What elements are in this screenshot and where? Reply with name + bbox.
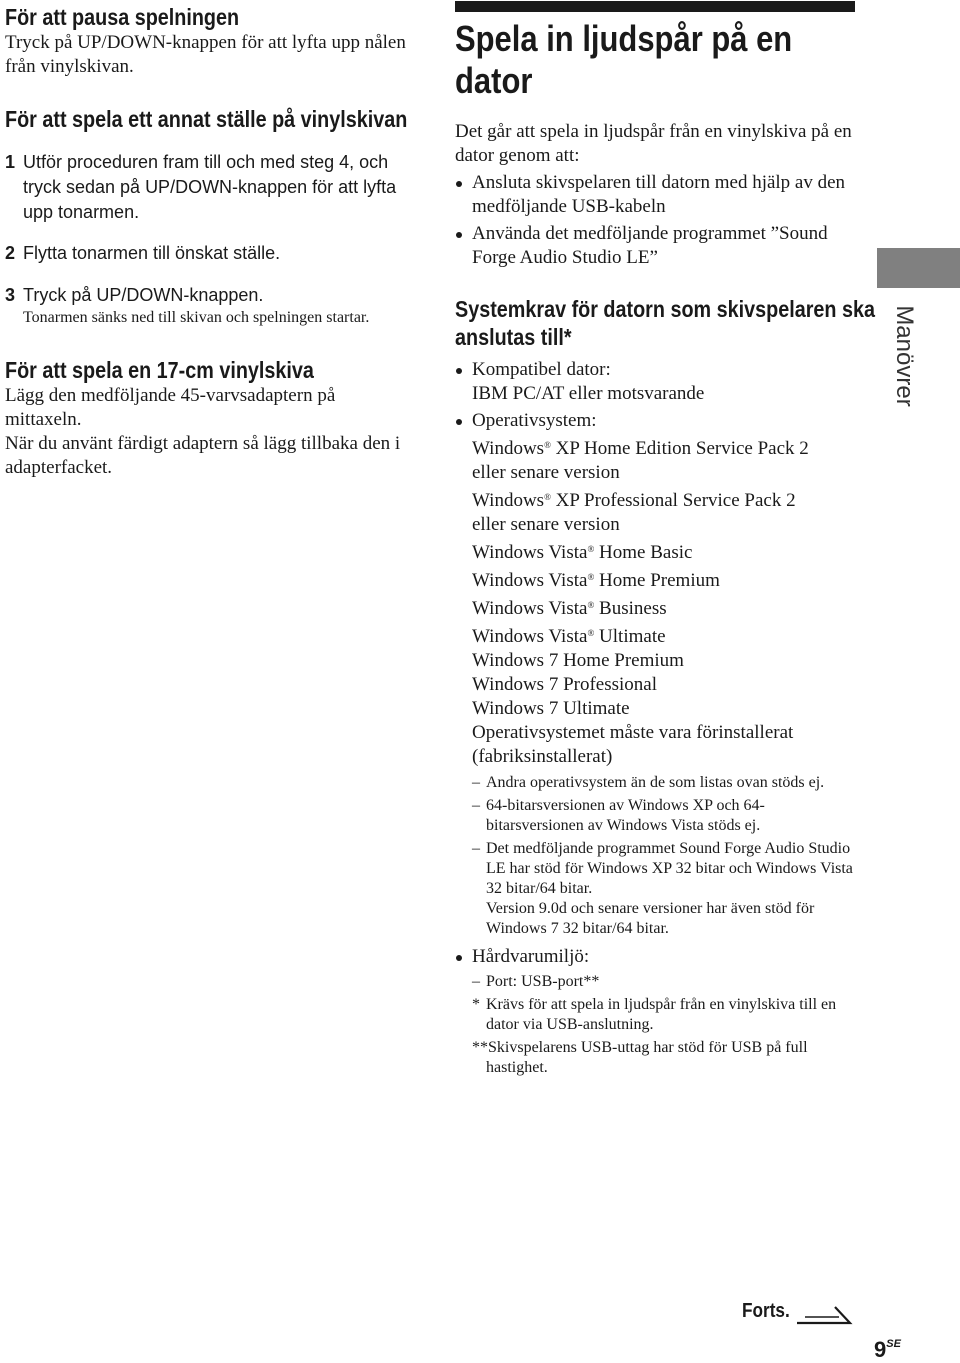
main-title-line-2: dator xyxy=(455,60,533,101)
step-2-number: 2 xyxy=(5,243,16,263)
registered-mark: ® xyxy=(587,600,595,610)
page-number-value: 9 xyxy=(874,1337,887,1362)
step-3 xyxy=(5,283,415,328)
requirements-title-line-1: Systemkrav för datorn som skivspelaren ska xyxy=(455,296,875,322)
hardware-port-text: Port: USB-port** xyxy=(486,973,600,990)
hardware-label: Hårdvarumiljö: xyxy=(472,946,590,967)
intro-bullet-2-text: Använda det medföljande programmet ”Sound Forge Audio Studio LE” xyxy=(472,223,828,268)
os-line-7-a: Windows Vista xyxy=(472,598,588,619)
main-title-line-1: Spela in ljudspår på en xyxy=(455,18,793,59)
os-line-11: Windows 7 Ultimate xyxy=(472,698,630,719)
computer-value: IBM PC/AT eller motsvarande xyxy=(472,383,705,404)
os-line-9: Windows 7 Home Premium xyxy=(472,650,684,671)
asterisk-mark: * xyxy=(472,996,480,1013)
step-1 xyxy=(5,150,415,225)
os-line-10: Windows 7 Professional xyxy=(472,674,657,695)
registered-mark: ® xyxy=(587,544,595,554)
side-tab-label xyxy=(869,296,939,416)
os-line-3-a: Windows xyxy=(472,490,545,511)
dash-mark: – xyxy=(472,973,480,990)
os-line-6 xyxy=(472,565,855,593)
page-number xyxy=(874,1337,901,1363)
os-line-7 xyxy=(472,593,855,621)
record17-text-2: När du använt färdigt adaptern så lägg tillbaka den i adapterfacket. xyxy=(5,433,401,478)
os-line-8-b: Ultimate xyxy=(594,626,666,647)
intro-bullet-1-text: Ansluta skivspelaren till datorn med hjälp av den medföljande USB-kabeln xyxy=(472,172,846,217)
os-line-6-a: Windows Vista xyxy=(472,570,588,591)
record17-title: För att spela en 17-cm vinylskiva xyxy=(5,357,314,383)
registered-mark: ® xyxy=(544,440,551,450)
os-line-5-a: Windows Vista xyxy=(472,542,588,563)
hardware-item xyxy=(455,945,855,969)
record17-text-1: Lägg den medföljande 45-varvsadaptern på mittaxeln. xyxy=(5,385,336,430)
pause-section xyxy=(5,3,410,79)
registered-mark: ® xyxy=(587,572,595,582)
os-note-3-text: Det medföljande programmet Sound Forge Audio Studio LE har stöd för Windows XP 32 bitar och Windows Vista 32 bitar/64 bitar. xyxy=(486,840,853,897)
step-1-number: 1 xyxy=(5,152,16,172)
step-3-note: Tonarmen sänks ned till skivan och spelningen startar. xyxy=(23,309,370,326)
os-item xyxy=(455,409,855,769)
continued-label: Forts. xyxy=(742,1300,790,1322)
dash-mark: – xyxy=(472,840,480,857)
main-title xyxy=(455,18,847,102)
os-preinstalled: Operativsystemet måste vara förinstallerat (fabriksinstallerat) xyxy=(472,722,794,767)
page-number-suffix: SE xyxy=(886,1338,901,1350)
os-note-2 xyxy=(455,796,855,836)
os-line-5-b: Home Basic xyxy=(594,542,693,563)
intro-bullet-1 xyxy=(455,171,855,219)
os-line-3 xyxy=(472,485,855,513)
record17-section xyxy=(5,356,410,480)
os-line-8-a: Windows Vista xyxy=(472,626,588,647)
intro-section xyxy=(455,120,855,270)
computer-label: Kompatibel dator: xyxy=(472,359,611,380)
os-line-1 xyxy=(472,433,855,461)
os-line-7-b: Business xyxy=(594,598,667,619)
os-line-4: eller senare version xyxy=(472,514,620,535)
side-tab-marker xyxy=(877,248,960,288)
dash-mark: – xyxy=(472,797,480,814)
requirements-title-line-2: anslutas till* xyxy=(455,324,572,350)
other-place-section xyxy=(5,105,415,328)
os-line-8 xyxy=(472,621,855,649)
os-line-2: eller senare version xyxy=(472,462,620,483)
step-2 xyxy=(5,241,415,266)
os-note-1-text: Andra operativsystem än de som listas ovan stöds ej. xyxy=(486,774,825,791)
registered-mark: ® xyxy=(544,492,551,502)
dash-mark: – xyxy=(472,774,480,791)
os-line-1-b: XP Home Edition Service Pack 2 xyxy=(550,438,809,459)
os-note-2-text: 64-bitarsversionen av Windows XP och 64-bitarsversionen av Windows Vista stöds ej. xyxy=(486,797,765,834)
footnote-1 xyxy=(455,995,855,1035)
step-1-text: Utför proceduren fram till och med steg 4, och tryck sedan på UP/DOWN-knappen för att lyfta upp tonarmen. xyxy=(23,152,397,222)
header-rule xyxy=(455,1,855,12)
os-line-5 xyxy=(472,537,855,565)
hardware-port xyxy=(455,972,855,992)
requirements-list xyxy=(455,358,855,1078)
intro-bullet-2 xyxy=(455,222,855,270)
step-3-text: Tryck på UP/DOWN-knappen. xyxy=(23,285,264,305)
pause-text: Tryck på UP/DOWN-knappen för att lyfta upp nålen från vinylskivan. xyxy=(5,32,406,77)
os-note-3 xyxy=(455,839,855,939)
registered-mark: ® xyxy=(587,628,595,638)
os-note-3-version: Version 9.0d och senare versioner har även stöd för Windows 7 32 bitar/64 bitar. xyxy=(486,900,815,937)
computer-item xyxy=(455,358,855,406)
footnote-1-text: Krävs för att spela in ljudspår från en vinylskiva till en dator via USB-anslutning. xyxy=(486,996,837,1033)
os-note-1 xyxy=(455,773,855,793)
os-label: Operativsystem: xyxy=(472,410,597,431)
os-line-1-a: Windows xyxy=(472,438,545,459)
os-line-3-b: XP Professional Service Pack 2 xyxy=(550,490,796,511)
pause-title: För att pausa spelningen xyxy=(5,4,240,30)
step-2-text: Flytta tonarmen till önskat ställe. xyxy=(23,243,281,263)
footnote-2-text: **Skivspelarens USB-uttag har stöd för USB på full hastighet. xyxy=(472,1039,808,1076)
intro-text: Det går att spela in ljudspår från en vinylskiva på en dator genom att: xyxy=(455,121,852,166)
os-line-6-b: Home Premium xyxy=(594,570,720,591)
other-place-title: För att spela ett annat ställe på vinylskivan xyxy=(5,106,408,132)
footnote-2 xyxy=(455,1038,855,1078)
step-3-number: 3 xyxy=(5,285,16,305)
continued-arrow-icon xyxy=(795,1304,855,1326)
side-tab-label-text: Manövrer xyxy=(891,305,918,407)
